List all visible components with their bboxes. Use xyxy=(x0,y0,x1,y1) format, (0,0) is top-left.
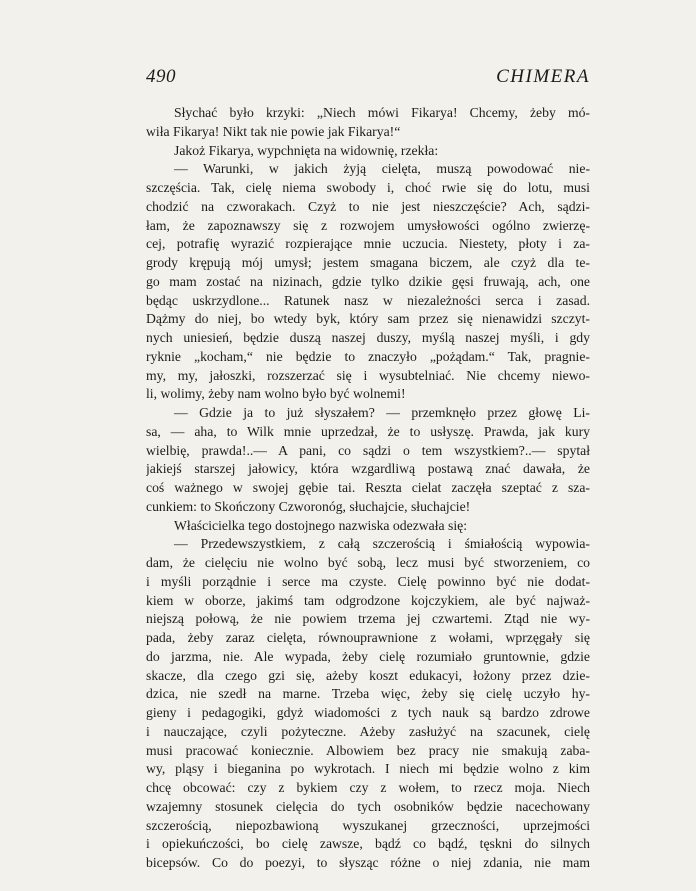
page-number: 490 xyxy=(146,66,176,87)
text-line: Dążmy do niej, bo wtedy byk, który sam przez się nienawidzi szczyt- xyxy=(146,311,590,327)
text-line: dzica, nie szedł na marne. Trzeba więc, żeby się cielę uczyło hy- xyxy=(146,686,590,702)
text-line: wzajemny stosunek cielęcia do tych osobników będzie nacechowany xyxy=(146,798,590,814)
text-line: kiem w oborze, jakimś tam odgrodzone kojczykiem, ale być najważ- xyxy=(146,592,590,608)
text-line: — Warunki, w jakich żyją cielęta, muszą powodować nie- xyxy=(174,161,590,177)
text-line: szczęścia. Tak, cielę niema swobody i, choć rwie się do lotu, musi xyxy=(146,180,590,195)
text-line: chcę obcować: czy z bykiem czy z wołem, to rzecz moja. Niech xyxy=(146,780,590,795)
text-line: dam, że cielęciu nie wolno być sobą, lecz musi być stworzeniem, co xyxy=(146,555,590,570)
text-line: gieny i pedagogiki, gdyż wiadomości z tych nauk są bardzo zdrowe xyxy=(146,705,590,720)
text-line: pada, żeby zaraz cielęta, równouprawnione z wołami, wprzęgały się xyxy=(146,630,590,645)
text-line: — Gdzie ja to już słyszałem? — przemknęło przez głowę Li- xyxy=(174,405,590,420)
text-line: Słychać było krzyki: „Niech mówi Fikarya! Chcemy, żeby mó- xyxy=(174,105,590,120)
text-line: cej, potrafię wyrazić rozpierające mnie uczucia. Niestety, płoty i za- xyxy=(146,236,590,252)
text-line: ryknie „kocham,“ nie będzie to znaczyło „pożądam.“ Tak, pragnie- xyxy=(146,348,590,364)
text-line: — Przedewszystkiem, z całą szczerością i śmiałością wypowia- xyxy=(174,536,590,552)
text-line: i opiekuńczości, bo cielę zawsze, bądź co bądź, tęskni do silnych xyxy=(146,836,590,852)
text-line: skacze, dla czego gzi się, ażeby koszt edukacyi, łożony przez dzie- xyxy=(146,667,590,683)
text-line: chodzić na czworakach. Czyż to nie jest nieszczęście? Ach, sądzi- xyxy=(146,198,590,214)
text-line: Właścicielka tego dostojnego nazwiska odezwała się: xyxy=(174,517,468,533)
text-line: do jarzma, nie. Ale wypada, żeby cielę rozumiało gruntownie, gdzie xyxy=(146,648,590,664)
text-line: będąc uskrzydlone... Ratunek nasz w niezależności serca i zasad. xyxy=(146,292,590,308)
running-title: CHIMERA xyxy=(496,66,590,87)
body-text xyxy=(146,104,590,873)
text-line: cunkiem: to Skończony Czworonóg, słuchajcie, słuchajcie! xyxy=(146,498,471,514)
text-line: jakiejś starszej jałowicy, która wzgardliwą postawą znać dawała, że xyxy=(146,461,590,477)
text-line: bicepsów. Co do poezyi, to słysząc różne o niej zdania, nie mam xyxy=(146,855,590,870)
text-line: li, wolimy, żeby nam wolno było być wolnemi! xyxy=(146,386,406,402)
page-header xyxy=(146,66,590,88)
text-line: nych uniesień, będzie duszą naszej duszy, myślą naszej myśli, i gdy xyxy=(146,330,590,345)
text-line: grody krępują mój umysł; jestem smagana biczem, ale czyż dla te- xyxy=(146,255,590,270)
text-line: i nauczające, czyli pożyteczne. Ażeby zasłużyć na szacunek, cielę xyxy=(146,723,590,739)
text-line: sa, — aha, to Wilk mnie uprzedzał, że to usłyszę. Prawda, jak kury xyxy=(146,423,590,439)
text-line: wielbię, prawda!..— A pani, co sądzi o tem wszystkiem?..— spytał xyxy=(146,442,590,458)
text-line: i myśli porządnie i serce ma czyste. Cielę powinno być nie dodat- xyxy=(146,573,590,589)
text-line: coś ważnego w swojej gębie tai. Reszta cielat zaczęła szeptać z sza- xyxy=(146,480,590,495)
text-line: wiła Fikarya! Nikt tak nie powie jak Fikarya!“ xyxy=(146,123,401,139)
text-line: go mam zostać na nizinach, gdzie tylko dzikie gęsi fruwają, ach, one xyxy=(146,273,590,289)
text-line: musi pracować koniecznie. Albowiem bez pracy nie smakują zaba- xyxy=(146,742,590,758)
text-line: Jakoż Fikarya, wypchnięta na widownię, rzekła: xyxy=(174,142,439,158)
text-line: my, my, jałoszki, rozszerzać się i wysubtelniać. Nie chcemy niewo- xyxy=(146,367,590,383)
text-line: wy, pląsy i bieganina po wykrotach. I niech mi będzie wolno z kim xyxy=(146,761,590,777)
text-line: łam, że zapoznawszy się z rozwojem umysłowości ogólno zwierzę- xyxy=(146,217,590,233)
text-line: niejszą połową, że nie powiem trzema jej czwartemi. Ztąd nie wy- xyxy=(146,611,590,627)
text-line: szczerością, niepozbawioną wyszukanej grzeczności, uprzejmości xyxy=(146,817,590,833)
